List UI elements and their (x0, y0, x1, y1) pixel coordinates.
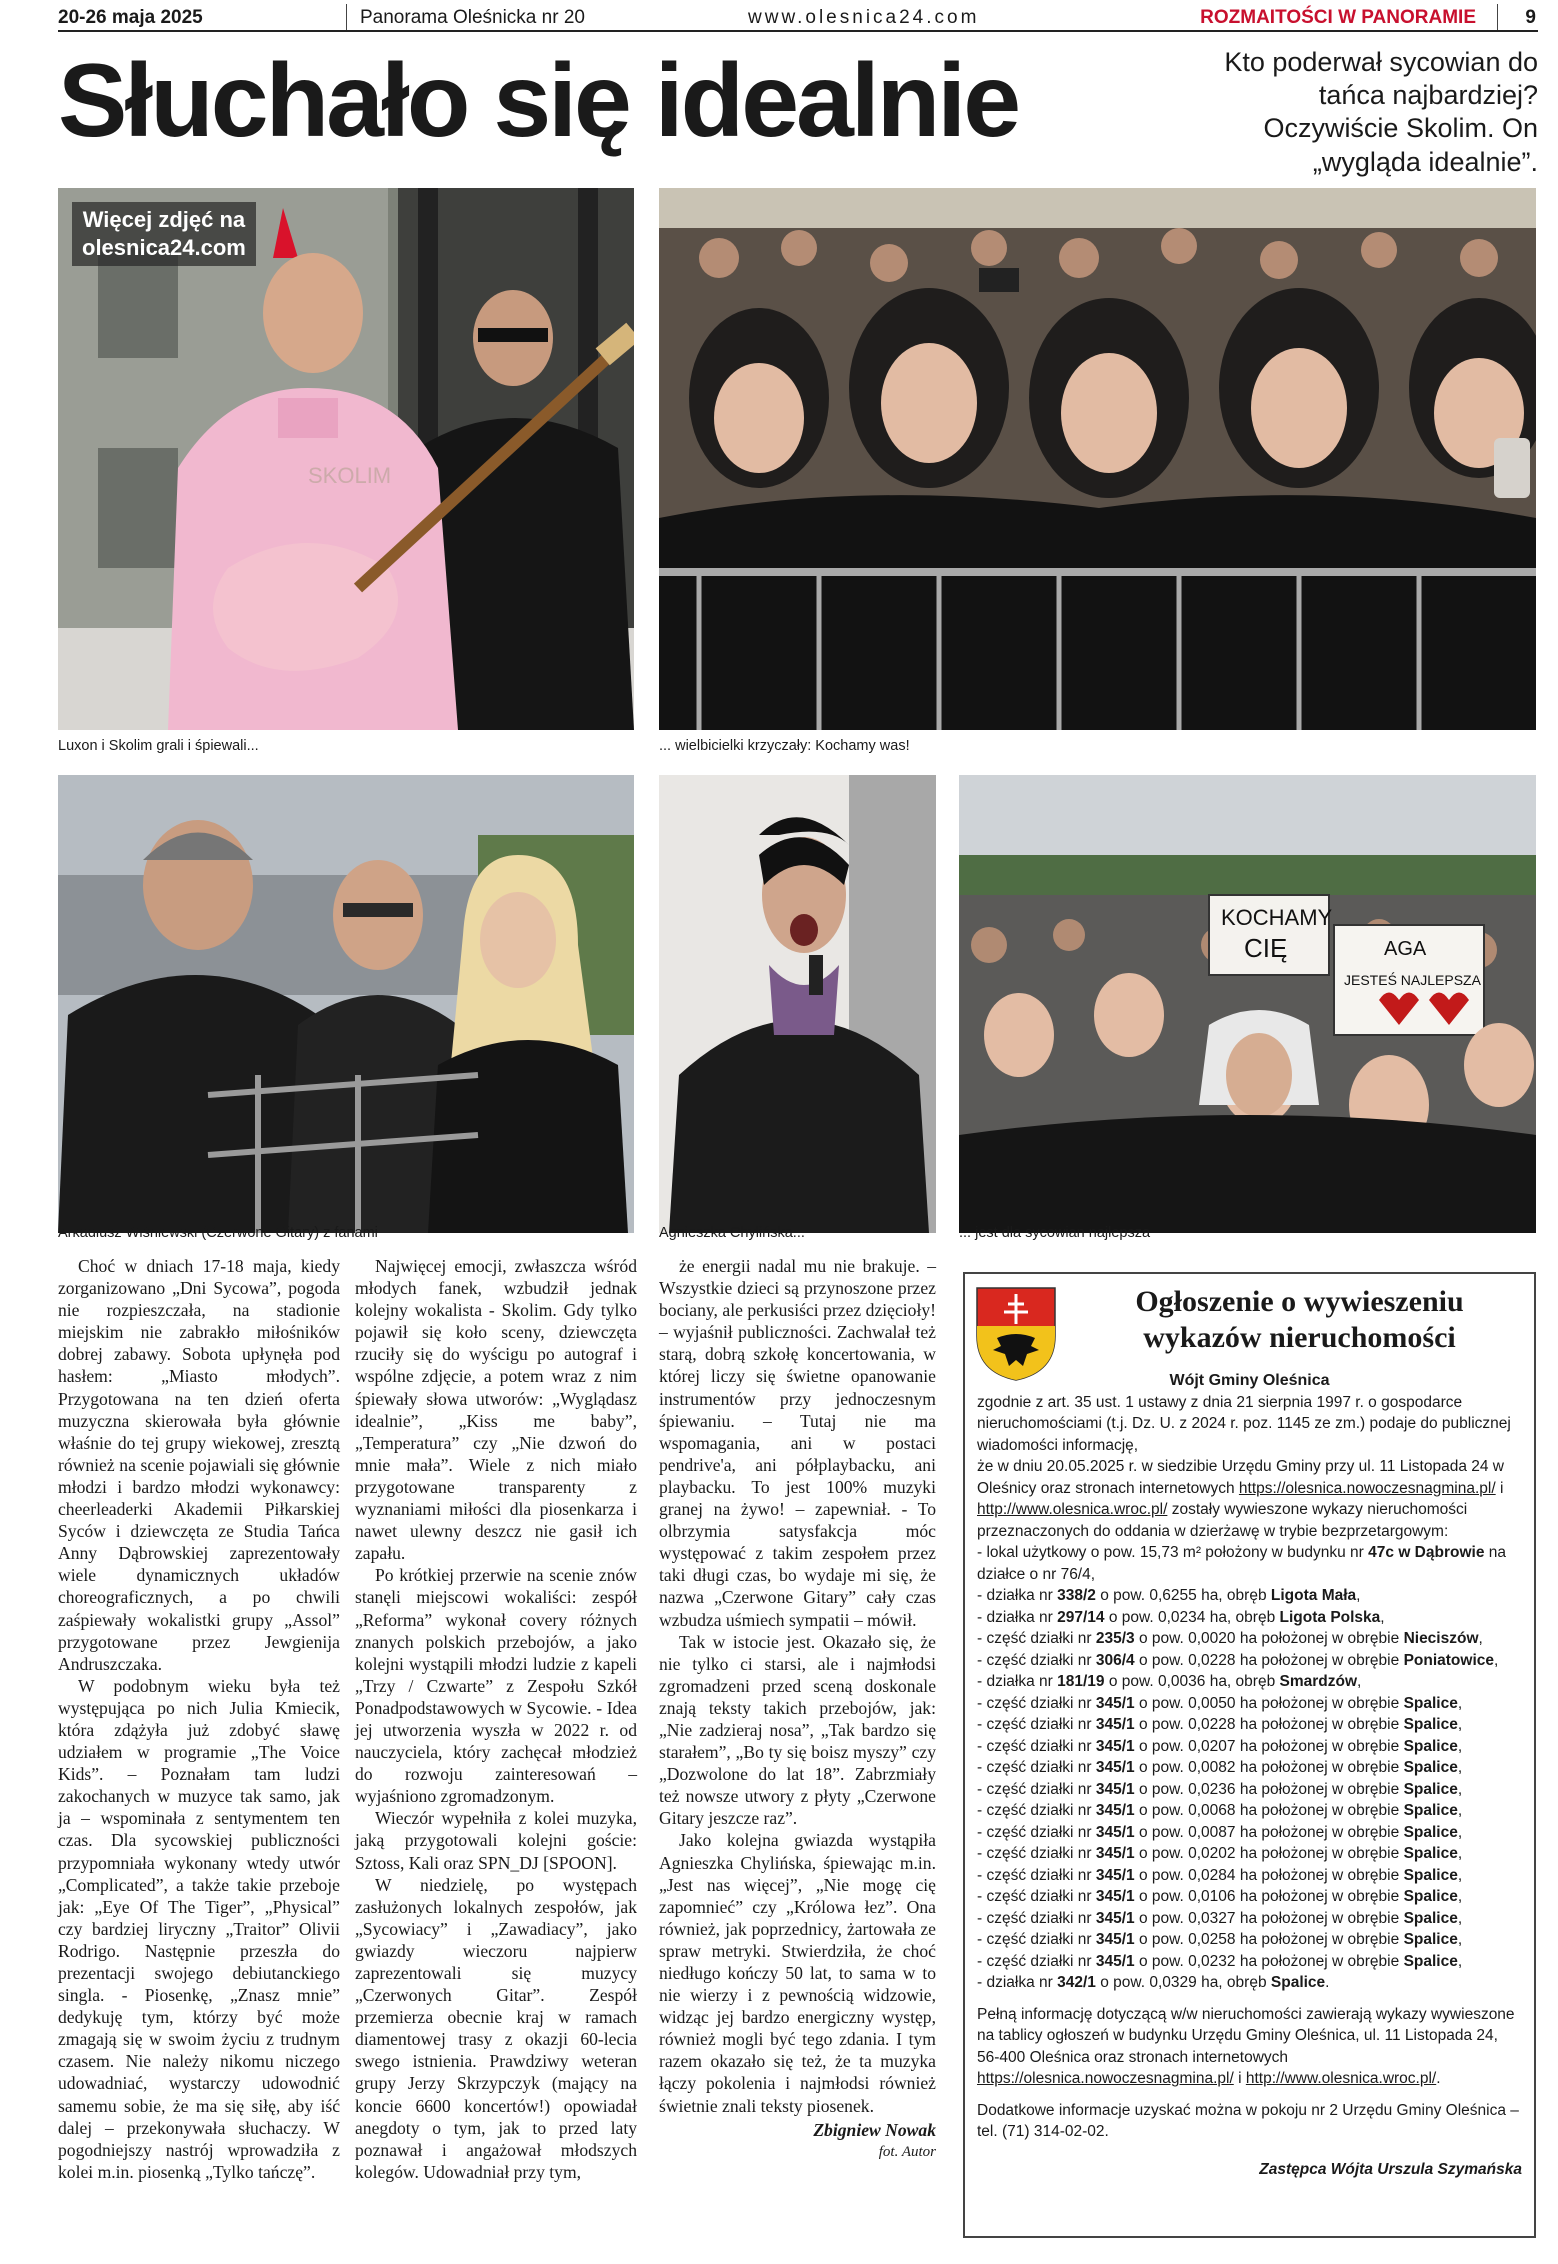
announcement-paragraph (977, 1456, 1522, 1542)
photo-caption: ... wielbicielki krzyczały: Kochamy was! (659, 738, 910, 754)
text: , (1457, 1737, 1463, 1755)
author-byline: Zbigniew Nowak (813, 2119, 936, 2140)
text: , (1457, 1888, 1463, 1905)
text: na działce o nr 76/4, (977, 1544, 1507, 1583)
plot-location: Spalice (1403, 1888, 1458, 1905)
text: - część działki nr (977, 1931, 1092, 1948)
plot-location: Smardzów (1279, 1673, 1358, 1690)
plot-number: 338/2 (1057, 1587, 1096, 1604)
link-nowoczesnagmina[interactable]: https://olesnica.nowoczesnagmina.pl/ (977, 2070, 1234, 2087)
article-paragraph: że energii nadal mu nie brakuje. – Wszystkie dzieci są przynoszone przez bociany, ale perkusiści przez dzięcioły! – wyjaśnił publiczności. Zachwalał też starą, dobrą szkołę koncertowania, w której liczy się świetne opanowanie instrumentów przy jednoczesnym śpiewaniu. – Tutaj nie ma wspomagania, ani w postaci pendrive'a, ani półplaybacku, ani playbacku. To jest 100% muzyki granej na żywo! – zapewniał. - To olbrzymia satysfakcja móc występować z takim zespołem przez taki długi czas, bo wydaje mi się, że nazwa „Czerwone Gitary” cały czas wzbudza uśmiech sympatii – mówił. (659, 1256, 936, 1630)
issue-date: 20-26 maja 2025 (58, 7, 203, 28)
text: o pow. 0,0234 ha, obręb (1108, 1608, 1276, 1626)
text: o pow. 0,0327 ha położonej w obrębie (1138, 1909, 1400, 1927)
text: - działka nr (977, 1974, 1053, 1991)
text: o pow. 0,0228 ha położonej w obrębie (1138, 1651, 1400, 1669)
plot-list-item (977, 1628, 1522, 1650)
plot-location: Poniatowice (1403, 1651, 1494, 1669)
plot-list-item (977, 1951, 1522, 1973)
text: o pow. 0,0068 ha położonej w obrębie (1138, 1802, 1400, 1819)
text: , (1457, 1694, 1463, 1712)
plot-location: Spalice (1403, 1802, 1458, 1819)
plot-location: Spalice (1403, 1759, 1458, 1776)
text: - część działki nr (977, 1909, 1092, 1927)
promo-line: olesnica24.com (82, 235, 246, 260)
text: , (1457, 1823, 1463, 1841)
plot-number: 297/14 (1057, 1608, 1105, 1626)
plot-location: Spalice (1403, 1952, 1458, 1970)
more-photos-promo[interactable] (72, 202, 256, 266)
article-paragraph: Wieczór wypełniła z kolei muzyka, jaką przygotowali kolejni goście: Sztoss, Kali oraz SPN_DJ [SPOON]. (355, 1808, 637, 1873)
link-nowoczesnagmina[interactable]: https://olesnica.nowoczesnagmina.pl/ (1238, 1479, 1496, 1497)
text: - działka nr (977, 1608, 1053, 1626)
signature: Zastępca Wójta Urszula Szymańska (1259, 2160, 1522, 2178)
text: . (1325, 1974, 1330, 1991)
page-header (58, 4, 1538, 32)
text: - część działki nr (977, 1780, 1092, 1798)
text: - działka nr (977, 1587, 1053, 1604)
photo-caption: Luxon i Skolim grali i śpiewali... (58, 738, 259, 754)
website-address: www.olesnica24.com (748, 7, 980, 28)
plot-list-item (977, 1714, 1522, 1736)
announcement-issuer: Wójt Gminy Oleśnica (1169, 1372, 1330, 1389)
plot-list-item (977, 1886, 1522, 1908)
plot-number: 345/1 (1095, 1802, 1135, 1819)
plot-location: Ligota Polska (1279, 1608, 1381, 1626)
header-divider (1497, 4, 1498, 30)
plot-list-item (977, 1693, 1522, 1715)
text: , (1380, 1608, 1385, 1626)
article-paragraph: W niedzielę, po występach zasłużonych lokalnych zespołów, jak „Sycowiacy” i „Zawadiacy”, jako gwiazdy wieczoru najpierw zaprezentowali się muzycy „Czerwonych Gitar”. Zespół przemierza obecnie kraj w ramach diamentowej trasy z okazji 60-lecia swego istnienia. Prawdziwy weteran grupy Jerzy Skrzypczyk (mający na koncie 6600 koncertów!) opowiadał anegdoty o tym, jak to przed laty poznawał i angażował młodszych kolegów. Udowadniał przy tym, (355, 1874, 637, 2182)
text: i (1238, 2070, 1242, 2087)
text: - część działki nr (977, 1802, 1092, 1819)
photo-luxon-skolim (58, 188, 634, 730)
sign-text: CIĘ (1244, 933, 1288, 963)
headline: Słuchało się idealnie (58, 43, 1019, 159)
text: - część działki nr (977, 1845, 1092, 1862)
text: , (1457, 1845, 1463, 1862)
text: że w dniu 20.05.2025 r. w siedzibie Urzędu Gminy przy ul. 11 Listopada 24 w Oleśnicy oraz stronach internetowych (977, 1458, 1504, 1497)
plot-number: 345/1 (1095, 1780, 1135, 1798)
plot-list-item (977, 1908, 1522, 1930)
sign-text: KOCHAMY (1221, 905, 1333, 930)
text: , (1478, 1630, 1483, 1647)
plot-list-item (977, 1779, 1522, 1801)
plot-location: Spalice (1403, 1694, 1458, 1712)
text: - część działki nr (977, 1737, 1092, 1755)
plot-location: Spalice (1403, 1931, 1458, 1948)
plot-location: Spalice (1403, 1737, 1458, 1755)
plot-list-item (977, 1607, 1522, 1629)
plot-location: Spalice (1403, 1716, 1458, 1733)
text: - działka nr (977, 1673, 1053, 1690)
text: , (1457, 1952, 1463, 1970)
text: - część działki nr (977, 1888, 1092, 1905)
plot-list (977, 1585, 1522, 1994)
text: - część działki nr (977, 1651, 1092, 1669)
plot-list-item (977, 1671, 1522, 1693)
plot-location: Nieciszów (1403, 1630, 1479, 1647)
photo-chylinska (659, 775, 936, 1233)
plot-list-item (977, 1929, 1522, 1951)
plot-list-item (977, 1972, 1522, 1994)
photo-caption: Arkadiusz Wiśniewski (Czerwone Gitary) z fanami (58, 1225, 378, 1241)
text: - część działki nr (977, 1630, 1092, 1647)
plot-number: 345/1 (1095, 1909, 1135, 1927)
plot-number: 306/4 (1095, 1651, 1135, 1669)
plot-number: 345/1 (1095, 1694, 1135, 1712)
text: i (1499, 1479, 1504, 1497)
publication-name: Panorama Oleśnicka nr 20 (360, 7, 585, 28)
article-paragraph: Choć w dniach 17-18 maja, kiedy zorganizowano „Dni Sycowa”, pogoda nie rozpieszczała, na stadionie miejskim nie zabrakło miłośników dobrej zabawy. Sobota upłynęła pod hasłem: „Miasto młodych”. Przygotowana na ten dzień oferta muzyczna skierowała była głównie właśnie do tej grupy wiekowej, zresztą również na scenie pojawiali się głównie młodzi i bardzo młodzi wykonawcy: cheerleaderki Akademii Piłkarskiej Syców i dziewczęta ze Studia Tańca Anny Dąbrowskiej zaprezentowały wiele dynamicznych układów choreograficznych, a po chwili zaśpiewały wokalistki grupy „Assol” przygotowane przez Jewgienija Andruszczaka. (58, 1256, 340, 1674)
text: o pow. 0,0284 ha położonej w obrębie (1138, 1866, 1400, 1884)
text: - lokal użytkowy o pow. 15,73 m² położony w budynku nr (977, 1544, 1364, 1561)
article-paragraph: Po krótkiej przerwie na scenie znów stanęli miejscowi wokaliści: zespół „Reforma” wykonał covery różnych znanych polskich przebojów, a jako kolejni wystąpili młodzi ludzie z kapeli „Trzy / Czwarte” z Zespołu Szkół Ponadpodstawowych w Sycowie. - Idea jej utworzenia wyszła w 2022 r. od nauczyciela, który zachęcał młodzież do rozwoju zainteresowań – wyjaśniono zgromadzonym. (355, 1565, 637, 1807)
plot-number: 345/1 (1095, 1759, 1135, 1776)
section-name: ROZMAITOŚCI W PANORAMIE (1200, 7, 1476, 28)
text: , (1357, 1673, 1362, 1690)
photo-fans-signs (959, 775, 1536, 1233)
text: - część działki nr (977, 1694, 1092, 1712)
text: o pow. 0,0036 ha, obręb (1108, 1673, 1276, 1690)
text: o pow. 0,0082 ha położonej w obrębie (1138, 1759, 1400, 1776)
plot-location: Spalice (1270, 1974, 1326, 1991)
text: o pow. 0,0236 ha położonej w obrębie (1138, 1780, 1400, 1798)
plot-list-item (977, 1822, 1522, 1844)
text: - część działki nr (977, 1952, 1092, 1970)
text: o pow. 0,0106 ha położonej w obrębie (1138, 1888, 1400, 1905)
extra-info: Dodatkowe informacje uzyskać można w pokoju nr 2 Urzędu Gminy Oleśnica – tel. (71) 314-02-02. (977, 2101, 1519, 2140)
photo-wisniewski-fans (58, 775, 634, 1233)
plot-list-item (977, 1757, 1522, 1779)
photo-caption: Agnieszka Chylińska... (659, 1225, 805, 1241)
promo-line: Więcej zdjęć na (82, 207, 246, 232)
page-number: 9 (1525, 7, 1536, 28)
text: , (1457, 1866, 1463, 1884)
plot-number: 345/1 (1095, 1845, 1135, 1862)
article-paragraph: W podobnym wieku była też występująca po nich Julia Kmiecik, która zdążyła już zdobyć sławę udziałem w programie „The Voice Kids”. – Poznałam tam ludzi zakochanych w muzyce tak samo, jak ja – wspominała z sentymentem ten czas. Dla sycowskiej publiczności przypomniała wykonany wtedy utwór „Complicated”, a także takie przeboje jak: „Eye Of The Tiger”, „Physical” czy bardziej liryczny „Traitor” Olivii Rodrigo. Następnie przeszła do prezentacji swojego debiutanckiego singla. - Piosenkę, „Znasz mnie” dedykuję tym, którzy być może zmagają się w swoim życiu z trudnym czasem. Nie należy nikomu niczego udowadniać, wystarczy udowodnić samemu sobie, że ma się siłę, aby iść dalej – przekonywała słuchaczy. W pogodniejszy nastrój wprowadziła z kolei m.in. piosenką „Tylko tańczę”. (58, 1675, 340, 2182)
plot-location: Spalice (1403, 1780, 1458, 1798)
plot-list-item (977, 1585, 1522, 1607)
plot-number: 345/1 (1095, 1823, 1135, 1841)
plot-number: 342/1 (1057, 1974, 1096, 1991)
text: , (1457, 1909, 1463, 1927)
plot-location: Spalice (1403, 1909, 1458, 1927)
plot-number: 345/1 (1095, 1888, 1135, 1905)
text: o pow. 0,0087 ha położonej w obrębie (1138, 1823, 1400, 1841)
plot-location: Spalice (1403, 1866, 1458, 1884)
article-column-3 (659, 1255, 936, 2163)
text: , (1457, 1931, 1463, 1948)
plot-number: 345/1 (1095, 1952, 1135, 1970)
text: , (1457, 1759, 1463, 1776)
text: o pow. 0,0228 ha położonej w obrębie (1138, 1716, 1400, 1733)
text: - część działki nr (977, 1823, 1092, 1841)
announcement-intro: zgodnie z art. 35 ust. 1 ustawy z dnia 21 sierpnia 1997 r. o gospodarce nieruchomościami (t.j. Dz. U. z 2024 r. poz. 1145 ze zm.) podaje do publicznej wiadomości informację, (977, 1393, 1511, 1454)
text: - część działki nr (977, 1866, 1092, 1884)
text: o pow. 0,0232 ha położonej w obrębie (1138, 1952, 1400, 1970)
article-paragraph: Jako kolejna gwiazda wystąpiła Agnieszka Chylińska, śpiewając m.in. „Jest nas więcej”, „Nie mogę cię zapomnieć” czy „Królowa łez”. Ona również, jak poprzednicy, żartowała ze spraw metryki. Stwierdziła, że choć niedługo kończy 50 lat, to sama w to nie wierzy i z pewnością widzowie, widząc jej bardzo energiczny występ, również mogli być tego zdania. I tym razem okazało się też, że ta muzyka łączy pokolenia i najmłodsi również świetnie znali teksty piosenek. (659, 1830, 936, 2116)
plot-list-item (977, 1650, 1522, 1672)
article-paragraph: Najwięcej emocji, zwłaszcza wśród młodych fanek, wzbudził jednak kolejny wokalista - Skolim. Gdy tylko pojawił się koło sceny, dziewczęta rzuciły się do wyścigu po autograf i wspólne zdjęcie, a potem wraz z nim śpiewały słowa utworów: „Wyglądasz idealnie”, „Kiss me baby”, „Temperatura” czy „Nie dzwoń do mnie mała”. Wiele z nich miało przygotowane transparenty z wyznaniami miłości dla piosenkarza i nawet ulewny deszcz nie gasił ich zapału. (355, 1256, 637, 1564)
text: , (1494, 1651, 1499, 1669)
plot-list-item (977, 1865, 1522, 1887)
plot-list-item (977, 1843, 1522, 1865)
plot-number: 235/3 (1095, 1630, 1135, 1647)
header-divider (346, 4, 347, 30)
text: , (1356, 1587, 1361, 1604)
sign-text: JESTEŚ NAJLEPSZA (1344, 972, 1481, 988)
text: o pow. 0,0020 ha położonej w obrębie (1138, 1630, 1400, 1647)
text: . (1436, 2070, 1441, 2087)
article-column-1 (58, 1255, 340, 2183)
text: o pow. 0,0050 ha położonej w obrębie (1138, 1694, 1400, 1712)
text: , (1457, 1802, 1463, 1819)
photo-fans-crowd (659, 188, 1536, 730)
link-olesnica-wroc[interactable]: http://www.olesnica.wroc.pl/ (1245, 2070, 1437, 2087)
plot-location: Spalice (1403, 1845, 1458, 1862)
lede: Kto poderwał sycowian do tańca najbardziej? Oczywiście Skolim. On „wygląda idealnie”. (1224, 47, 1538, 177)
text: zostały wywieszone wykazy nieruchomości przeznaczonych do oddania w dzierżawę w trybie bezprzetargowym: (977, 1501, 1468, 1540)
photo-caption: ... jest dla sycowian najlepsza (959, 1225, 1151, 1241)
plot-number: 181/19 (1057, 1673, 1105, 1690)
text: o pow. 0,0202 ha położonej w obrębie (1138, 1845, 1400, 1862)
text: , (1457, 1780, 1463, 1798)
full-info-paragraph (977, 2004, 1522, 2090)
coat-of-arms-icon (975, 1286, 1057, 1382)
text: , (1457, 1716, 1463, 1733)
text: o pow. 0,6255 ha, obręb (1100, 1587, 1267, 1604)
text: - część działki nr (977, 1759, 1092, 1776)
announcement-title: Ogłoszenie o wywieszeniu wykazów nieruchomości (1135, 1285, 1464, 1354)
hoodie-text: SKOLIM (308, 463, 392, 488)
plot-location: Spalice (1403, 1823, 1458, 1841)
property-lokal (977, 1542, 1522, 1585)
plot-number: 345/1 (1095, 1866, 1135, 1884)
plot-list-item (977, 1800, 1522, 1822)
plot-number: 345/1 (1095, 1737, 1135, 1755)
text: o pow. 0,0207 ha położonej w obrębie (1138, 1737, 1400, 1755)
sign-text: AGA (1384, 938, 1427, 960)
text: - część działki nr (977, 1716, 1092, 1733)
property-location: 47c w Dąbrowie (1368, 1544, 1485, 1561)
text: Pełną informację dotyczącą w/w nieruchomości zawierają wykazy wywieszone na tablicy ogłoszeń w budynku Urzędu Gminy Oleśnica, ul. 11 Listopada 24, 56-400 Oleśnica oraz stronach internetowych (977, 2005, 1515, 2066)
plot-list-item (977, 1736, 1522, 1758)
link-olesnica-wroc[interactable]: http://www.olesnica.wroc.pl/ (977, 1501, 1168, 1518)
plot-location: Ligota Mała (1270, 1587, 1357, 1604)
plot-number: 345/1 (1095, 1931, 1135, 1948)
text: o pow. 0,0258 ha położonej w obrębie (1138, 1931, 1400, 1948)
photo-credit: fot. Autor (878, 2143, 936, 2160)
article-column-2 (355, 1255, 637, 2183)
plot-number: 345/1 (1095, 1716, 1135, 1733)
announcement-box (963, 1272, 1536, 2238)
text: o pow. 0,0329 ha, obręb (1100, 1974, 1267, 1991)
article-paragraph: Tak w istocie jest. Okazało się, że nie tylko ci starsi, ale i najmłodsi zgromadzeni przed sceną doskonale znają teksty takich przebojów, jak: „Nie zadzieraj nosa”, „Tak bardzo się starałem”, „Bo ty się boisz myszy” czy „Dozwolone do lat 18”. Zabrzmiały też nowsze utwory z płyty „Czerwone Gitary jeszcze raz”. (659, 1631, 936, 1829)
